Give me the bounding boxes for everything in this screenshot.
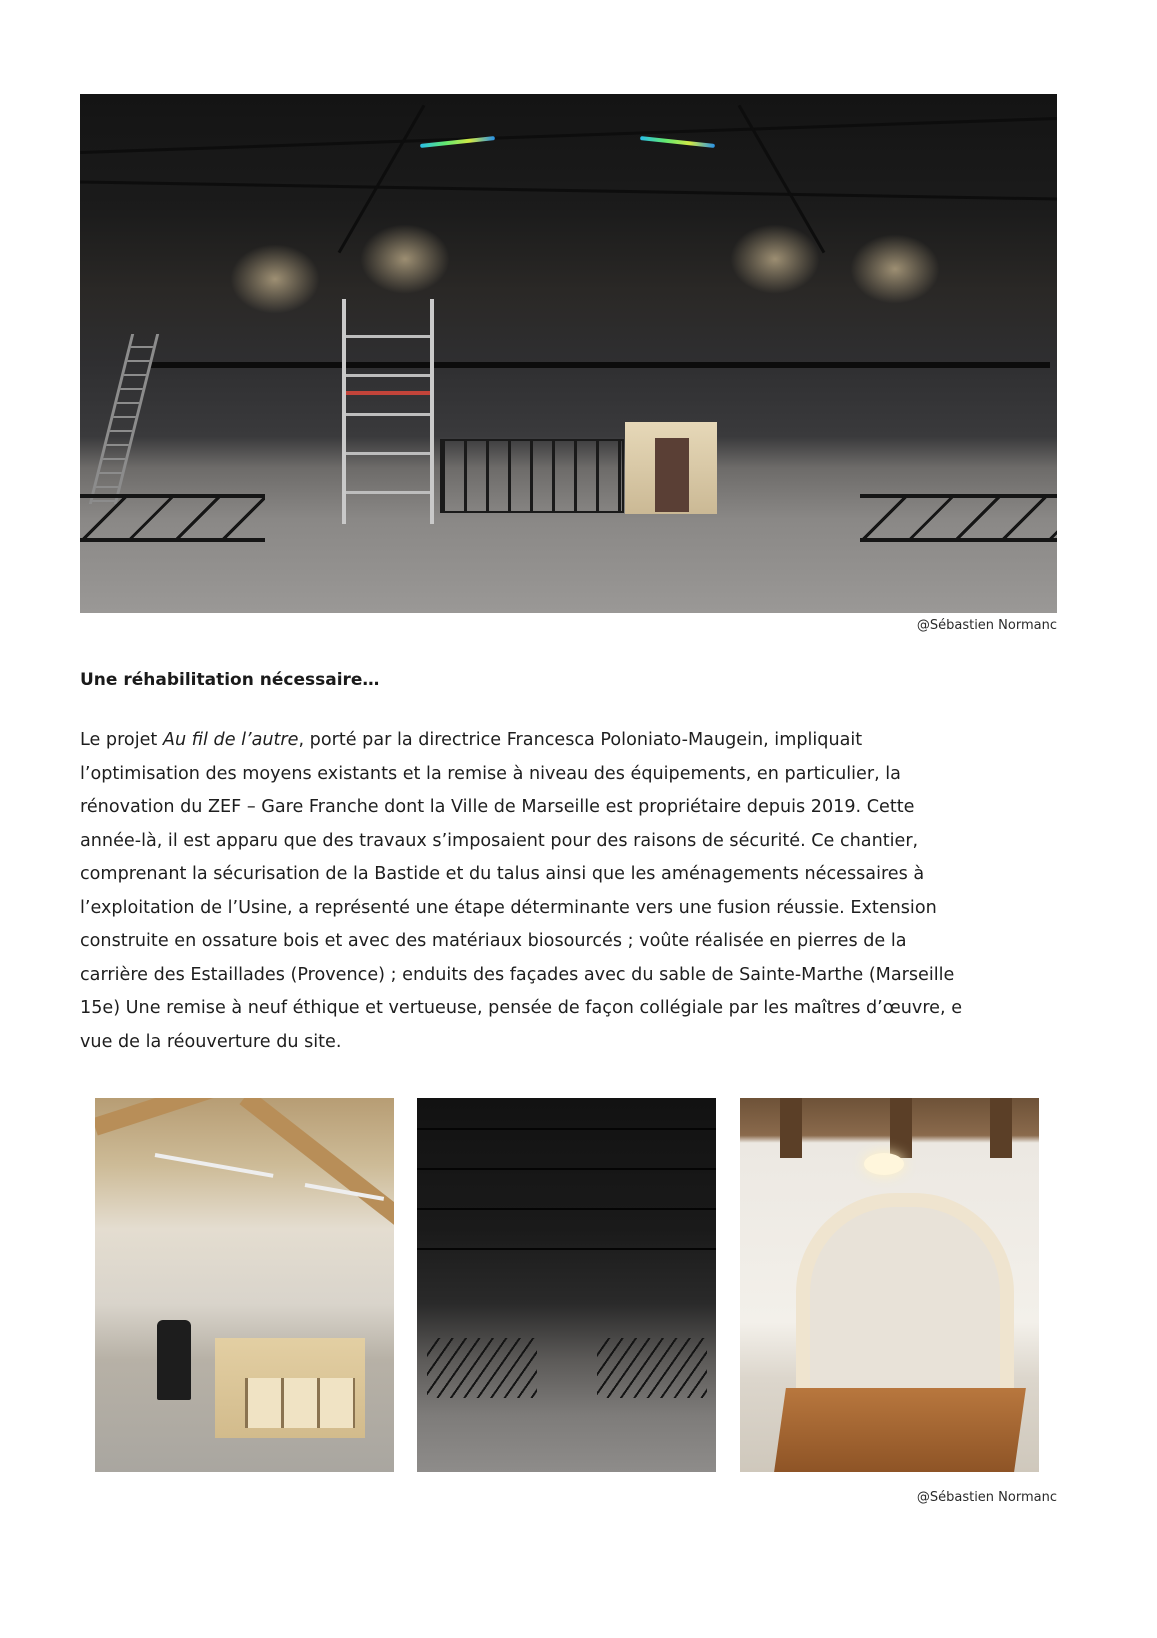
ceiling-light xyxy=(640,136,715,148)
gallery-photo-office xyxy=(95,1098,394,1472)
office-chair xyxy=(157,1320,191,1400)
mezzanine-gallery xyxy=(150,362,1050,368)
paragraph-line: vue de la réouverture du site. xyxy=(80,1031,342,1052)
lamp-glow xyxy=(730,224,820,294)
stage-platform xyxy=(80,494,265,542)
paragraph-line: comprenant la sécurisation de la Bastide et du talus ainsi que les aménagements nécessaires à xyxy=(80,864,925,884)
photo-credit: @Sébastien Normanc xyxy=(916,618,1057,633)
body-paragraph xyxy=(80,724,1057,1059)
paragraph-line: construite en ossature bois et avec des matériaux biosourcés ; voûte réalisée en pierres de la xyxy=(80,931,907,951)
paragraph-line: carrière des Estaillades (Provence) ; enduits des façades avec du sable de Sainte-Marthe (Marseille xyxy=(80,964,955,985)
ceiling-beam xyxy=(780,1098,802,1158)
scaffold-tower xyxy=(342,299,434,524)
gallery-photo-bastide xyxy=(740,1098,1039,1472)
metal-structures xyxy=(427,1338,537,1398)
ceiling-beam xyxy=(80,117,1057,154)
lamp-glow xyxy=(850,234,940,304)
paragraph-line: l’exploitation de l’Usine, a représenté une étape déterminante vers une fusion réussie. Extension xyxy=(80,897,937,918)
paragraph-line: année-là, il est apparu que des travaux s’imposaient pour des raisons de sécurité. Ce chantier, xyxy=(80,830,919,851)
lamp-glow xyxy=(360,224,450,294)
ceiling-truss xyxy=(417,1248,716,1250)
paragraph-line: 15e) Une remise à neuf éthique et vertueuse, pensée de façon collégiale par les maîtres d’œuvre, e xyxy=(80,998,963,1018)
paragraph-line: l’optimisation des moyens existants et la remise à niveau des équipements, en particulier, la xyxy=(80,763,901,784)
text-run: Le projet xyxy=(80,730,163,750)
ceiling-truss xyxy=(417,1128,716,1130)
timber-beam xyxy=(239,1098,394,1227)
stage-platform xyxy=(860,494,1057,542)
hero-photo xyxy=(80,94,1057,613)
ceiling-truss xyxy=(417,1208,716,1210)
project-title: Au fil de l’autre xyxy=(162,730,299,750)
ceiling-beam xyxy=(890,1098,912,1158)
ceiling-light xyxy=(864,1153,904,1175)
text-run: , porté par la directrice Francesca Poloniato-Maugein, impliquait xyxy=(298,730,863,750)
wooden-table xyxy=(774,1388,1026,1472)
paragraph-line: rénovation du ZEF – Gare Franche dont la Ville de Marseille est propriétaire depuis 2019. Cette xyxy=(80,797,915,817)
ceiling-beam xyxy=(990,1098,1012,1158)
ladder xyxy=(89,334,159,504)
lamp-glow xyxy=(230,244,320,314)
gallery-photo-hall xyxy=(417,1098,716,1472)
wooden-desk xyxy=(215,1338,365,1438)
pendant-lamp xyxy=(155,1153,274,1178)
equipment-rack xyxy=(440,439,624,513)
paragraph-line xyxy=(80,724,1057,758)
wooden-cabin xyxy=(625,422,717,514)
metal-structures xyxy=(597,1338,707,1398)
photo-credit: @Sébastien Normanc xyxy=(916,1490,1057,1505)
section-heading: Une réhabilitation nécessaire… xyxy=(80,670,380,690)
ceiling-beam xyxy=(80,180,1057,200)
ceiling-truss xyxy=(417,1168,716,1170)
